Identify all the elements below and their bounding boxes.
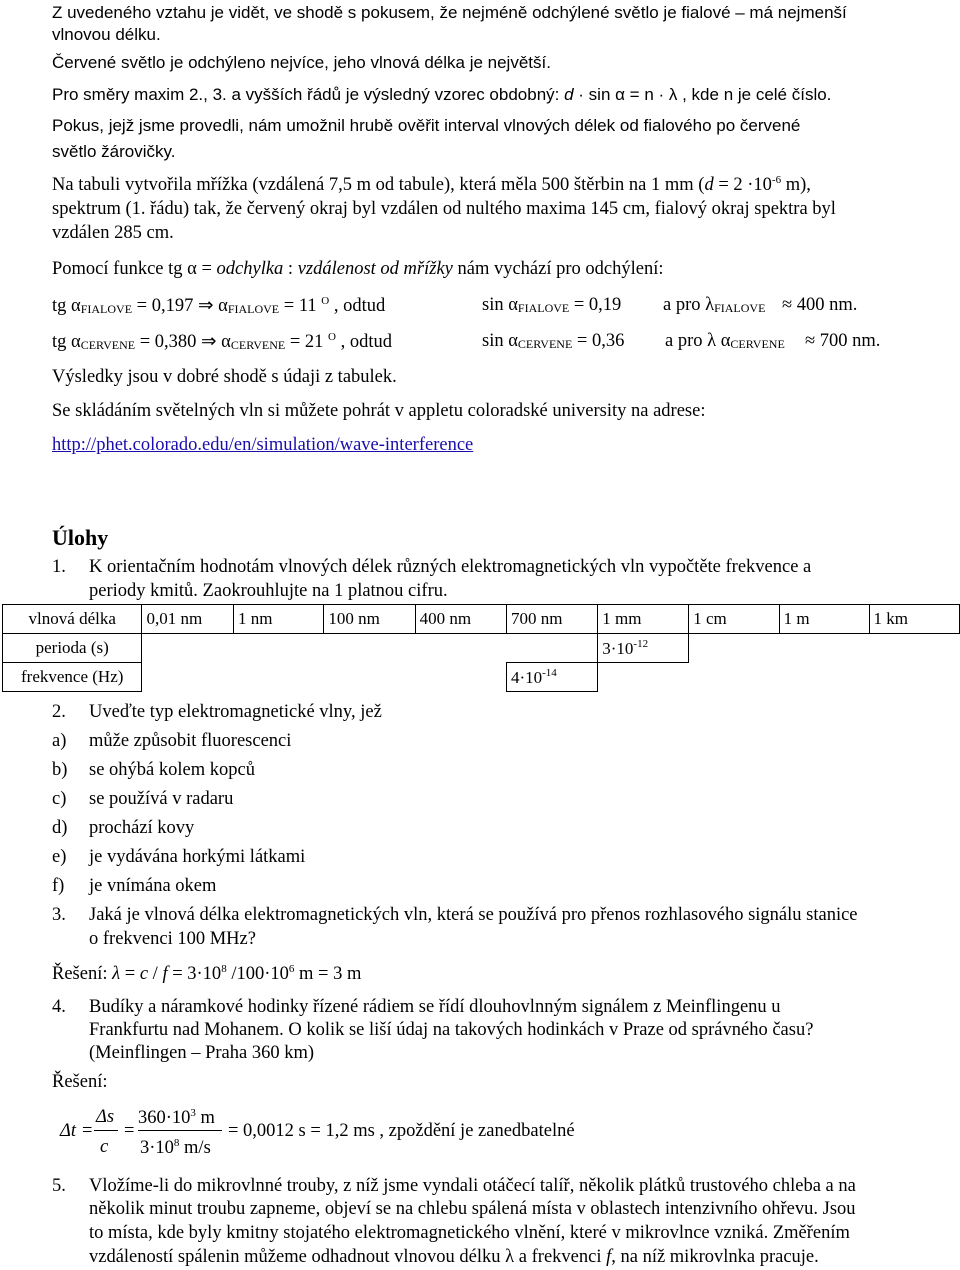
fialove-g: a pro λ	[663, 295, 715, 315]
q2-item-text: prochází kovy	[89, 818, 195, 838]
q3-sol-label: Řešení:	[52, 964, 108, 984]
tabule-sup: -6	[771, 174, 782, 186]
cervene-b: = 0,380 ⇒ α	[135, 332, 231, 352]
pomoci-d: vzdálenost od mřížky	[297, 259, 453, 279]
q4-line2: Frankfurtu nad Mohanem. O kolik se liší údaj na takových hodinkách v Praze od správného času?	[89, 1020, 814, 1040]
fialove-line	[52, 296, 385, 316]
cervene-e: sin α	[482, 331, 518, 351]
fialove-e: sin α	[482, 295, 518, 315]
fialove-s3: FIALOVE	[517, 301, 570, 315]
cervene-s1: CERVENE	[80, 338, 136, 352]
tabule-l1a: Na tabuli vytvořila mřížka (vzdálená 7,5 m od tabule), která měla 500 štěrbin na 1 mm (	[52, 175, 705, 195]
q3-slash: /	[148, 964, 163, 984]
q3-line2: o frekvenci 100 MHz?	[89, 929, 256, 949]
pomoci-line	[52, 260, 664, 279]
cervene-g: a pro λ α	[665, 331, 731, 351]
cervene-h: ≈ 700 nm.	[805, 331, 881, 351]
applet-text: Se skládáním světelných vln si můžete pohrát v appletu coloradské university na adrese:	[52, 401, 706, 421]
q2-item-key: d)	[52, 818, 68, 838]
q4-num-val: 360·10	[138, 1108, 191, 1128]
pomoci-e: nám vychází pro odchýlení:	[452, 259, 664, 279]
q3-f: f	[162, 964, 168, 984]
q2-item-text: se používá v radaru	[89, 789, 234, 809]
maxima-d: d	[564, 85, 574, 104]
table-header-frequency: frekvence (Hz)	[3, 663, 142, 692]
fialove-lambda	[663, 296, 765, 315]
q3-e8: 8	[221, 963, 227, 975]
q2-item-text: je vnímána okem	[89, 876, 217, 896]
table-row-period	[3, 634, 960, 663]
fialove-h: ≈ 400 nm.	[782, 295, 858, 315]
q4-den-unit: m/s	[179, 1138, 211, 1158]
q5-f: f	[606, 1247, 612, 1267]
cervene-s2: CERVENE	[230, 338, 286, 352]
table-cell: 1 m	[779, 605, 869, 634]
table-cell	[598, 663, 689, 692]
q3-eq1: =	[120, 964, 140, 984]
table-row-frequency	[3, 663, 960, 692]
fialove-s2: FIALOVE	[227, 302, 280, 316]
q4-den-val: 3·10	[140, 1138, 174, 1158]
table-cell	[233, 634, 323, 663]
table-cell	[689, 634, 779, 663]
ulohy-heading: Úlohy	[52, 525, 109, 550]
cervene-sin	[482, 332, 624, 351]
q4-sol-label: Řešení:	[52, 1072, 108, 1092]
fialove-f: = 0,19	[569, 295, 622, 315]
table-cell	[415, 663, 506, 692]
fialove-b: = 0,197 ⇒ α	[132, 296, 228, 316]
table-cell: 0,01 nm	[142, 605, 234, 634]
q4-c: c	[100, 1137, 109, 1157]
fialove-s4: FIALOVE	[714, 301, 766, 315]
pokus-line1: Pokus, jejž jsme provedli, nám umožnil hrubě ověřit interval vlnových délek od fialového po červené	[52, 116, 801, 135]
phet-link[interactable]: http://phet.colorado.edu/en/simulation/wave-interference	[52, 435, 474, 455]
table-cell	[415, 634, 506, 663]
cervene-s4: CERVENE	[730, 337, 785, 351]
period-value-cell	[598, 634, 689, 663]
q5-line4	[89, 1248, 819, 1267]
period-value: 3·10	[602, 638, 634, 658]
pokus-line2: světlo žárovičky.	[52, 142, 176, 161]
para1-line3: Červené světlo je odchýleno nejvíce, jeho vlnová délka je největší.	[52, 53, 551, 72]
q2-text: Uveďte typ elektromagnetické vlny, jež	[89, 702, 382, 722]
q2-item-text: se ohýbá kolem kopců	[89, 760, 255, 780]
freq-exp: -14	[542, 666, 557, 679]
pomoci-a: Pomocí funkce tg α =	[52, 259, 217, 279]
q4-line3: (Meinflingen – Praha 360 km)	[89, 1043, 315, 1063]
table-cell	[869, 634, 959, 663]
q4-line1: Budíky a náramkové hodinky řízené rádiem se řídí dlouhovlnným signálem z Meinflingenu u	[89, 997, 781, 1017]
q4-result: = 0,0012 s = 1,2 ms , zpoždění je zanedbatelné	[228, 1121, 575, 1141]
cervene-lambda	[665, 332, 785, 351]
q3-mid: /100·10	[226, 964, 289, 984]
q3-c: c	[139, 964, 149, 984]
q1-number: 1.	[52, 557, 66, 577]
q5-line1: Vložíme-li do mikrovlnné trouby, z níž jsme vyndali otáčecí talíř, několik plátků trustového chleba a na	[89, 1176, 856, 1196]
table-cell	[324, 663, 415, 692]
table-cell	[233, 663, 323, 692]
table-cell: 1 nm	[233, 605, 323, 634]
q2-item-key: e)	[52, 847, 67, 867]
q5-number: 5.	[52, 1176, 66, 1196]
q4-eq2: =	[124, 1121, 135, 1141]
q3-lambda: λ	[112, 964, 121, 984]
q2-item-key: f)	[52, 876, 65, 896]
para1-line2: vlnovou délku.	[52, 25, 161, 44]
q1-line2: periody kmitů. Zaokrouhlujte na 1 platnou cifru.	[89, 581, 448, 601]
q4-eq: =	[82, 1121, 93, 1141]
cervene-d: , odtud	[336, 332, 393, 352]
q2-item-key: a)	[52, 731, 67, 751]
q5-line2: několik minut troubu zapneme, objeví se na chlebu spálená místa v oblastech intenzivního ohřevu. Jsou	[89, 1199, 856, 1219]
table-cell: 1 km	[869, 605, 959, 634]
freq-value: 4·10	[510, 667, 543, 687]
table-cell: 100 nm	[324, 605, 415, 634]
q2-item-key: c)	[52, 789, 67, 809]
fialove-d: , odtud	[329, 296, 386, 316]
q4-num-exp: 3	[190, 1107, 196, 1119]
para1-line1: Z uvedeného vztahu je vidět, ve shodě s pokusem, že nejméně odchýlené světlo je fialové – má nejmenší	[52, 3, 847, 22]
q3-e6: 6	[288, 963, 295, 975]
maxima-text-a: Pro směry maxim 2., 3. a vyšších řádů je výsledný vzorec obdobný:	[52, 85, 565, 104]
pomoci-b: odchylka	[216, 259, 284, 279]
q5-lambda: λ	[505, 1247, 515, 1267]
cervene-deg: O	[328, 331, 336, 343]
table-cell	[689, 663, 779, 692]
q3-line1: Jaká je vlnová délka elektromagnetických vln, která se používá pro přenos rozhlasového signálu stanice	[89, 905, 858, 925]
vysledky: Výsledky jsou v dobré shodě s údaji z tabulek.	[52, 367, 397, 387]
q4-num-unit: m	[195, 1108, 215, 1128]
table-cell: 700 nm	[506, 605, 597, 634]
table-cell	[506, 634, 597, 663]
table-cell	[779, 663, 869, 692]
table-cell: 400 nm	[415, 605, 506, 634]
fialove-sin	[482, 296, 621, 315]
tabule-line3: vzdálen 285 cm.	[52, 223, 174, 243]
q4-number: 4.	[52, 997, 66, 1017]
fialove-deg: O	[321, 295, 330, 307]
q3-solution	[52, 964, 361, 984]
q2-item-key: b)	[52, 760, 68, 780]
q3-end: m = 3 m	[294, 964, 362, 984]
q4-den-exp: 8	[173, 1137, 180, 1149]
period-exp: -12	[633, 637, 649, 650]
q4-fraction-bar-2	[138, 1130, 222, 1131]
freq-value-cell	[506, 663, 597, 692]
table-cell	[142, 634, 234, 663]
fialove-s1: FIALOVE	[80, 302, 133, 316]
maxima-line	[52, 86, 831, 103]
table-row-wavelength	[3, 605, 960, 634]
q2-item-text: je vydávána horkými látkami	[89, 847, 306, 867]
q1-line1: K orientačním hodnotám vlnových délek různých elektromagnetických vln vypočtěte frekvence a	[89, 557, 812, 577]
q5-line3: to místa, kde byly kmitny stojatého elektromagnetického vlnění, které v mikrovlnce vzniká. Změřením	[89, 1223, 850, 1243]
tabule-line2: spektrum (1. řádu) tak, že červený okraj byl vzdálen od nultého maxima 145 cm, fialový okraj spektra byl	[52, 199, 836, 219]
q5-l4b: a frekvenci	[514, 1247, 607, 1267]
cervene-a: tg α	[52, 332, 81, 352]
table-cell: 1 mm	[598, 605, 689, 634]
q3-eq2: = 3·10	[167, 964, 222, 984]
table-cell	[142, 663, 234, 692]
tabule-l1b: = 2 ·10	[713, 175, 772, 195]
q2-item-text: může způsobit fluorescenci	[89, 731, 292, 751]
table-cell	[779, 634, 869, 663]
q5-l4c: , na níž mikrovlnka pracuje.	[611, 1247, 819, 1267]
q4-dt: Δt	[60, 1121, 76, 1141]
table-cell	[869, 663, 959, 692]
tabule-line1	[52, 175, 811, 195]
tabule-l1c: m),	[781, 175, 811, 195]
wavelength-table	[2, 604, 960, 692]
q4-ds: Δs	[96, 1107, 115, 1127]
q4-fraction-bar-1	[94, 1130, 118, 1131]
table-cell	[324, 634, 415, 663]
table-cell: 1 cm	[689, 605, 779, 634]
q3-number: 3.	[52, 905, 66, 925]
cervene-f: = 0,36	[572, 331, 625, 351]
cervene-s3: CERVENE	[517, 337, 573, 351]
table-header-period: perioda (s)	[3, 634, 142, 663]
tabule-d: d	[704, 175, 714, 195]
maxima-text-b: · sin α = n · λ , kde n je celé číslo.	[573, 85, 832, 104]
cervene-c: = 21	[285, 332, 324, 352]
fialove-c: = 11	[279, 296, 317, 316]
q2-number: 2.	[52, 702, 66, 722]
q4-num	[138, 1107, 215, 1129]
pomoci-c: :	[283, 259, 298, 279]
q4-den	[140, 1137, 211, 1159]
q5-l4a: vzdáleností spálenin můžeme odhadnout vlnovou délku	[89, 1247, 506, 1267]
table-header-wavelength: vlnová délka	[3, 605, 142, 634]
cervene-line	[52, 332, 392, 352]
fialove-a: tg α	[52, 296, 81, 316]
